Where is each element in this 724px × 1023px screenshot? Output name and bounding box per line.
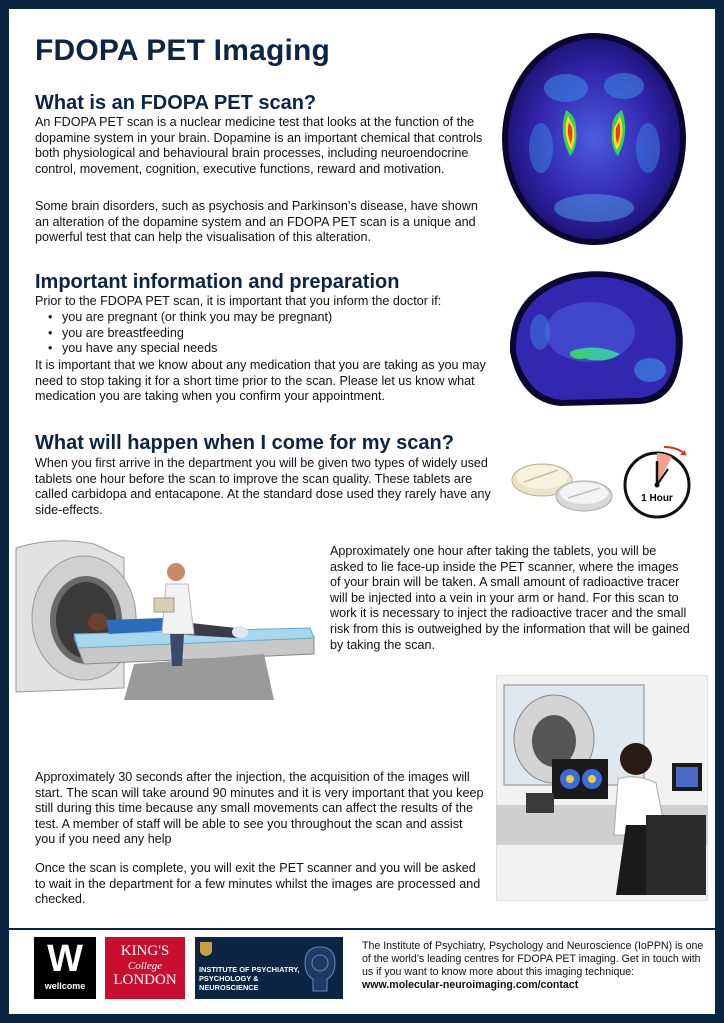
- page-title: FDOPA PET Imaging: [35, 34, 331, 67]
- section3-para3: Approximately 30 seconds after the injection, the acquisition of the images will start. The scan will take around 90 minutes and it is very important that you keep still during this time because any small movements can affect the results of the test. A member of staff will be able to see you throughout the scan and assist you if you need any help: [35, 770, 484, 847]
- section2-heading: Important information and preparation: [35, 271, 400, 293]
- section2-para: It is important that we know about any medication that you are taking as you may need to stop taking it for a short time prior to the scan. Please let us know what medication you are taking when you confirm your appointment.: [35, 358, 486, 404]
- kings-logo-line3: LONDON: [113, 972, 177, 988]
- list-item: • you are pregnant (or think you may be pregnant): [48, 310, 332, 326]
- kings-logo-line1: KING'S: [120, 943, 170, 959]
- section3-para2: Approximately one hour after taking the tablets, you will be asked to lie face-up inside the PET scanner, where the images of your brain will be taken. A small amount of radioactive tracer will be injected into a vein in your arm or hand. For this scan to work it is necessary to inject the radioactive tracer and the small risk from this is outweighed by the information that will be gained by taking the scan.: [330, 544, 690, 652]
- ioppn-line2: PSYCHOLOGY &: [199, 974, 259, 983]
- pet-scanner-patient-illustration: [14, 538, 320, 702]
- section3-para4: Once the scan is complete, you will exit the PET scanner and you will be asked to wait in the department for a few minutes whilst the images are processed and checked.: [35, 861, 481, 907]
- list-item: • you have any special needs: [48, 341, 332, 357]
- contact-link[interactable]: www.molecular-neuroimaging.com/contact: [362, 979, 579, 991]
- list-item: • you are breastfeeding: [48, 326, 332, 342]
- section2-intro: Prior to the FDOPA PET scan, it is important that you inform the doctor if:: [35, 294, 442, 308]
- wellcome-logo-text: wellcome: [44, 981, 86, 991]
- preparation-list: [48, 310, 332, 357]
- footer-description: The Institute of Psychiatry, Psychology and Neuroscience (IoPPN) is one of the world’s leading centres for FDOPA PET imaging. Get in touch with us if you want to know more about this imaging technique:: [362, 940, 704, 978]
- ioppn-line1: INSTITUTE OF PSYCHIATRY,: [199, 965, 300, 974]
- section1-para2: Some brain disorders, such as psychosis and Parkinson’s disease, have shown an alteration of the dopamine system and an FDOPA PET scan is a unique and powerful test that can help the visualisation of this alteration.: [35, 199, 478, 245]
- tablets-image: [506, 458, 616, 518]
- brain-sagittal-scan-image: [500, 262, 690, 412]
- ioppn-brain-emblem-icon: [301, 945, 339, 993]
- section3-para1: When you first arrive in the department you will be given two types of widely used tablets one hour before the scan to improve the scan quality. These tablets are called carbidopa and entacapone. At the standard dose used they rarely have any side-effects.: [35, 456, 491, 517]
- section3-heading: What will happen when I come for my scan?: [35, 432, 454, 454]
- ioppn-line3: NEUROSCIENCE: [199, 983, 259, 992]
- clock-label: 1 Hour: [641, 493, 673, 504]
- ioppn-logo-text: [199, 965, 300, 992]
- control-room-illustration: [496, 675, 708, 901]
- section1-para1: An FDOPA PET scan is a nuclear medicine test that looks at the function of the dopamine system in your brain. Dopamine is an important chemical that controls both physiological and behavioural brain processes, including neuroendocrine control, movement, cognition, executive functions, reward and motivation.: [35, 115, 483, 176]
- kings-logo-line2: College: [127, 960, 163, 972]
- wellcome-logo-letter: W: [47, 938, 83, 980]
- section1-heading: What is an FDOPA PET scan?: [35, 92, 317, 114]
- ioppn-logo: [195, 937, 343, 999]
- ioppn-crest-icon: [199, 941, 213, 957]
- clock-icon: [622, 441, 694, 521]
- brain-axial-scan-image: [496, 28, 692, 250]
- footer-info: [362, 940, 707, 992]
- wellcome-logo: [34, 937, 96, 999]
- kings-college-logo: [105, 937, 185, 999]
